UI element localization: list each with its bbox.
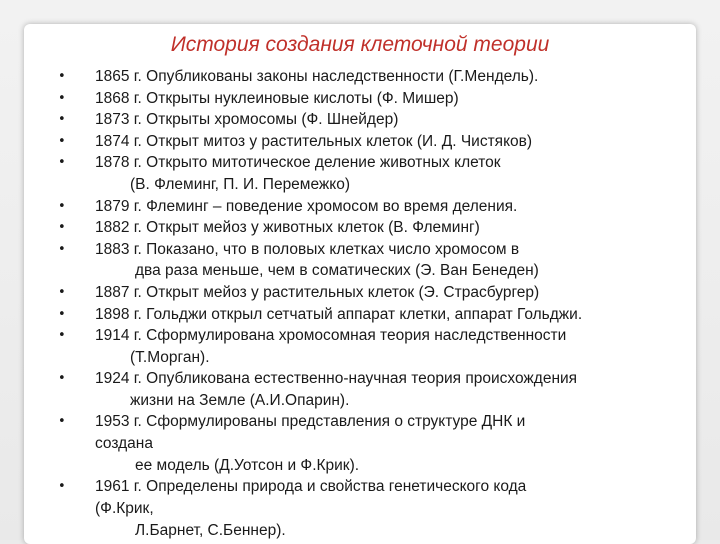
- bullet-icon: •: [58, 155, 66, 170]
- list-item: 1887 г. Открыт мейоз у растительных клеток (Э. Страсбургер): [95, 284, 540, 301]
- bullet-icon: •: [58, 307, 66, 322]
- list-item-continuation: жизни на Земле (А.И.Опарин).: [130, 392, 350, 409]
- list-item: 1873 г. Открыты хромосомы (Ф. Шнейдер): [95, 111, 399, 128]
- list-item: 1878 г. Открыто митотическое деление животных клеток: [95, 154, 501, 171]
- list-item-continuation: (В. Флеминг, П. И. Перемежко): [130, 176, 351, 193]
- bullet-icon: •: [58, 479, 66, 494]
- list-item-continuation: создана: [95, 435, 153, 452]
- bullet-icon: •: [58, 91, 66, 106]
- slide-title: История создания клеточной теории: [170, 33, 550, 56]
- bullet-icon: •: [58, 69, 66, 84]
- list-item-continuation: ее модель (Д.Уотсон и Ф.Крик).: [135, 457, 360, 474]
- list-item-continuation: Л.Барнет, С.Беннер).: [135, 522, 286, 539]
- bullet-icon: •: [58, 242, 66, 257]
- list-item: 1883 г. Показано, что в половых клетках число хромосом в: [95, 241, 520, 258]
- bullet-icon: •: [58, 414, 66, 429]
- list-item: 1914 г. Сформулирована хромосомная теория наследственности: [95, 327, 567, 344]
- list-item: 1865 г. Опубликованы законы наследственности (Г.Мендель).: [95, 68, 539, 85]
- list-item: 1882 г. Открыт мейоз у животных клеток (В. Флеминг): [95, 219, 480, 236]
- list-item-continuation: два раза меньше, чем в соматических (Э. Ван Бенеден): [135, 262, 539, 279]
- bullet-icon: •: [58, 134, 66, 149]
- list-item: 1961 г. Определены природа и свойства генетического кода: [95, 478, 527, 495]
- list-item: 1879 г. Флеминг – поведение хромосом во время деления.: [95, 198, 518, 215]
- bullet-icon: •: [58, 112, 66, 127]
- bullet-icon: •: [58, 285, 66, 300]
- list-item: 1924 г. Опубликована естественно-научная теория происхождения: [95, 370, 578, 387]
- bullet-icon: •: [58, 371, 66, 386]
- bullet-icon: •: [58, 328, 66, 343]
- list-item: 1898 г. Гольджи открыл сетчатый аппарат клетки, аппарат Гольджи.: [95, 306, 583, 323]
- bullet-icon: •: [58, 199, 66, 214]
- list-item: 1874 г. Открыт митоз у растительных клеток (И. Д. Чистяков): [95, 133, 533, 150]
- list-item-continuation: (Т.Морган).: [130, 349, 210, 366]
- list-item: 1953 г. Сформулированы представления о структуре ДНК и: [95, 413, 526, 430]
- list-item: 1868 г. Открыты нуклеиновые кислоты (Ф. Мишер): [95, 90, 459, 107]
- list-item-continuation: (Ф.Крик,: [95, 500, 154, 517]
- bullet-icon: •: [58, 220, 66, 235]
